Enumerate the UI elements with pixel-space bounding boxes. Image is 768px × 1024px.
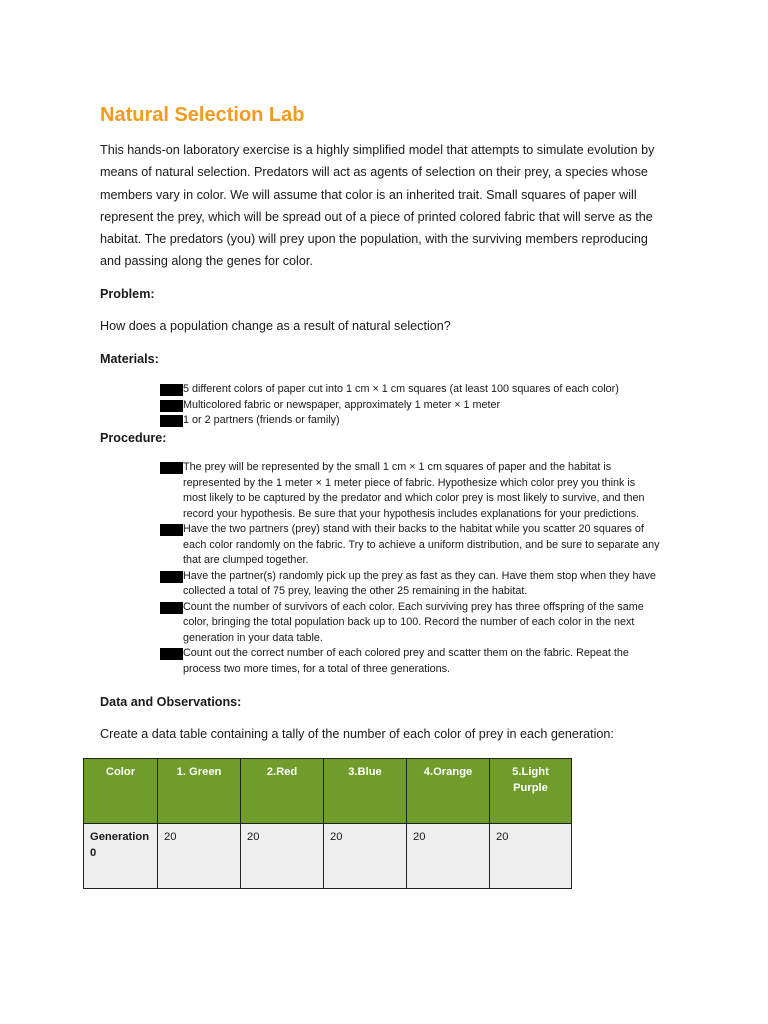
table-cell: 20 (490, 824, 572, 889)
header-orange: 4.Orange (407, 759, 490, 824)
data-table (83, 758, 572, 889)
table-cell: 20 (241, 824, 324, 889)
list-item: Have the partner(s) randomly pick up the prey as fast as they can. Have them stop when they have collected a total of 75 prey, leaving the other 25 remaining in the habitat. (160, 569, 660, 600)
procedure-list (160, 460, 660, 677)
table-row (84, 824, 572, 889)
header-green: 1. Green (158, 759, 241, 824)
bullet-marker (160, 571, 183, 583)
list-item: Have the two partners (prey) stand with their backs to the habitat while you scatter 20 squares of each color randomly on the fabric. Try to achieve a uniform distribution, and be sure to separate any that are clumped together. (160, 522, 660, 569)
list-item: 1 or 2 partners (friends or family) (160, 413, 619, 429)
list-item: Multicolored fabric or newspaper, approximately 1 meter × 1 meter (160, 398, 619, 414)
problem-question: How does a population change as a result of natural selection? (100, 319, 451, 333)
table-header-row (84, 759, 572, 824)
list-item: The prey will be represented by the small 1 cm × 1 cm squares of paper and the habitat is represented by the 1 meter × 1 meter piece of fabric. Hypothesize which color prey you think is most likely to be captured by the predator and which color prey is most likely to survive, and then record your hypothesis. Be sure that your hypothesis includes explanations for your predictions. (160, 460, 660, 522)
procedure-heading: Procedure: (100, 431, 167, 445)
bullet-marker (160, 415, 183, 427)
table-cell: 20 (158, 824, 241, 889)
table-cell: 20 (324, 824, 407, 889)
row-label: Generation 0 (84, 824, 158, 889)
header-blue: 3.Blue (324, 759, 407, 824)
bullet-marker (160, 648, 183, 660)
table-cell: 20 (407, 824, 490, 889)
bullet-marker (160, 384, 183, 396)
document-title: Natural Selection Lab (100, 104, 305, 126)
header-light-purple: 5.Light Purple (490, 759, 572, 824)
intro-paragraph: This hands-on laboratory exercise is a highly simplified model that attempts to simulate evolution by means of natural selection. Predators will act as agents of selection on their prey, a species whose members vary in color. We will assume that color is an inherited trait. Small squares of paper will represent the prey, which will be spread out of a piece of printed colored fabric that will serve as the habitat. The predators (you) will prey upon the population, with the surviving members reproducing and passing along the genes for color. (100, 143, 655, 269)
list-item: Count out the correct number of each colored prey and scatter them on the fabric. Repeat the process two more times, for a total of three generations. (160, 646, 660, 677)
data-table-wrapper (83, 758, 572, 889)
bullet-marker (160, 524, 183, 536)
bullet-marker (160, 462, 183, 474)
list-item: 5 different colors of paper cut into 1 cm × 1 cm squares (at least 100 squares of each color) (160, 382, 619, 398)
materials-list (160, 382, 619, 429)
materials-heading: Materials: (100, 352, 159, 366)
header-color: Color (84, 759, 158, 824)
list-item: Count the number of survivors of each color. Each surviving prey has three offspring of the same color, bringing the total population back up to 100. Record the number of each color in the next generation in your data table. (160, 600, 660, 647)
bullet-marker (160, 400, 183, 412)
bullet-marker (160, 602, 183, 614)
problem-heading: Problem: (100, 287, 155, 301)
header-red: 2.Red (241, 759, 324, 824)
data-heading: Data and Observations: (100, 695, 242, 709)
data-instruction: Create a data table containing a tally of the number of each color of prey in each generation: (100, 727, 614, 741)
